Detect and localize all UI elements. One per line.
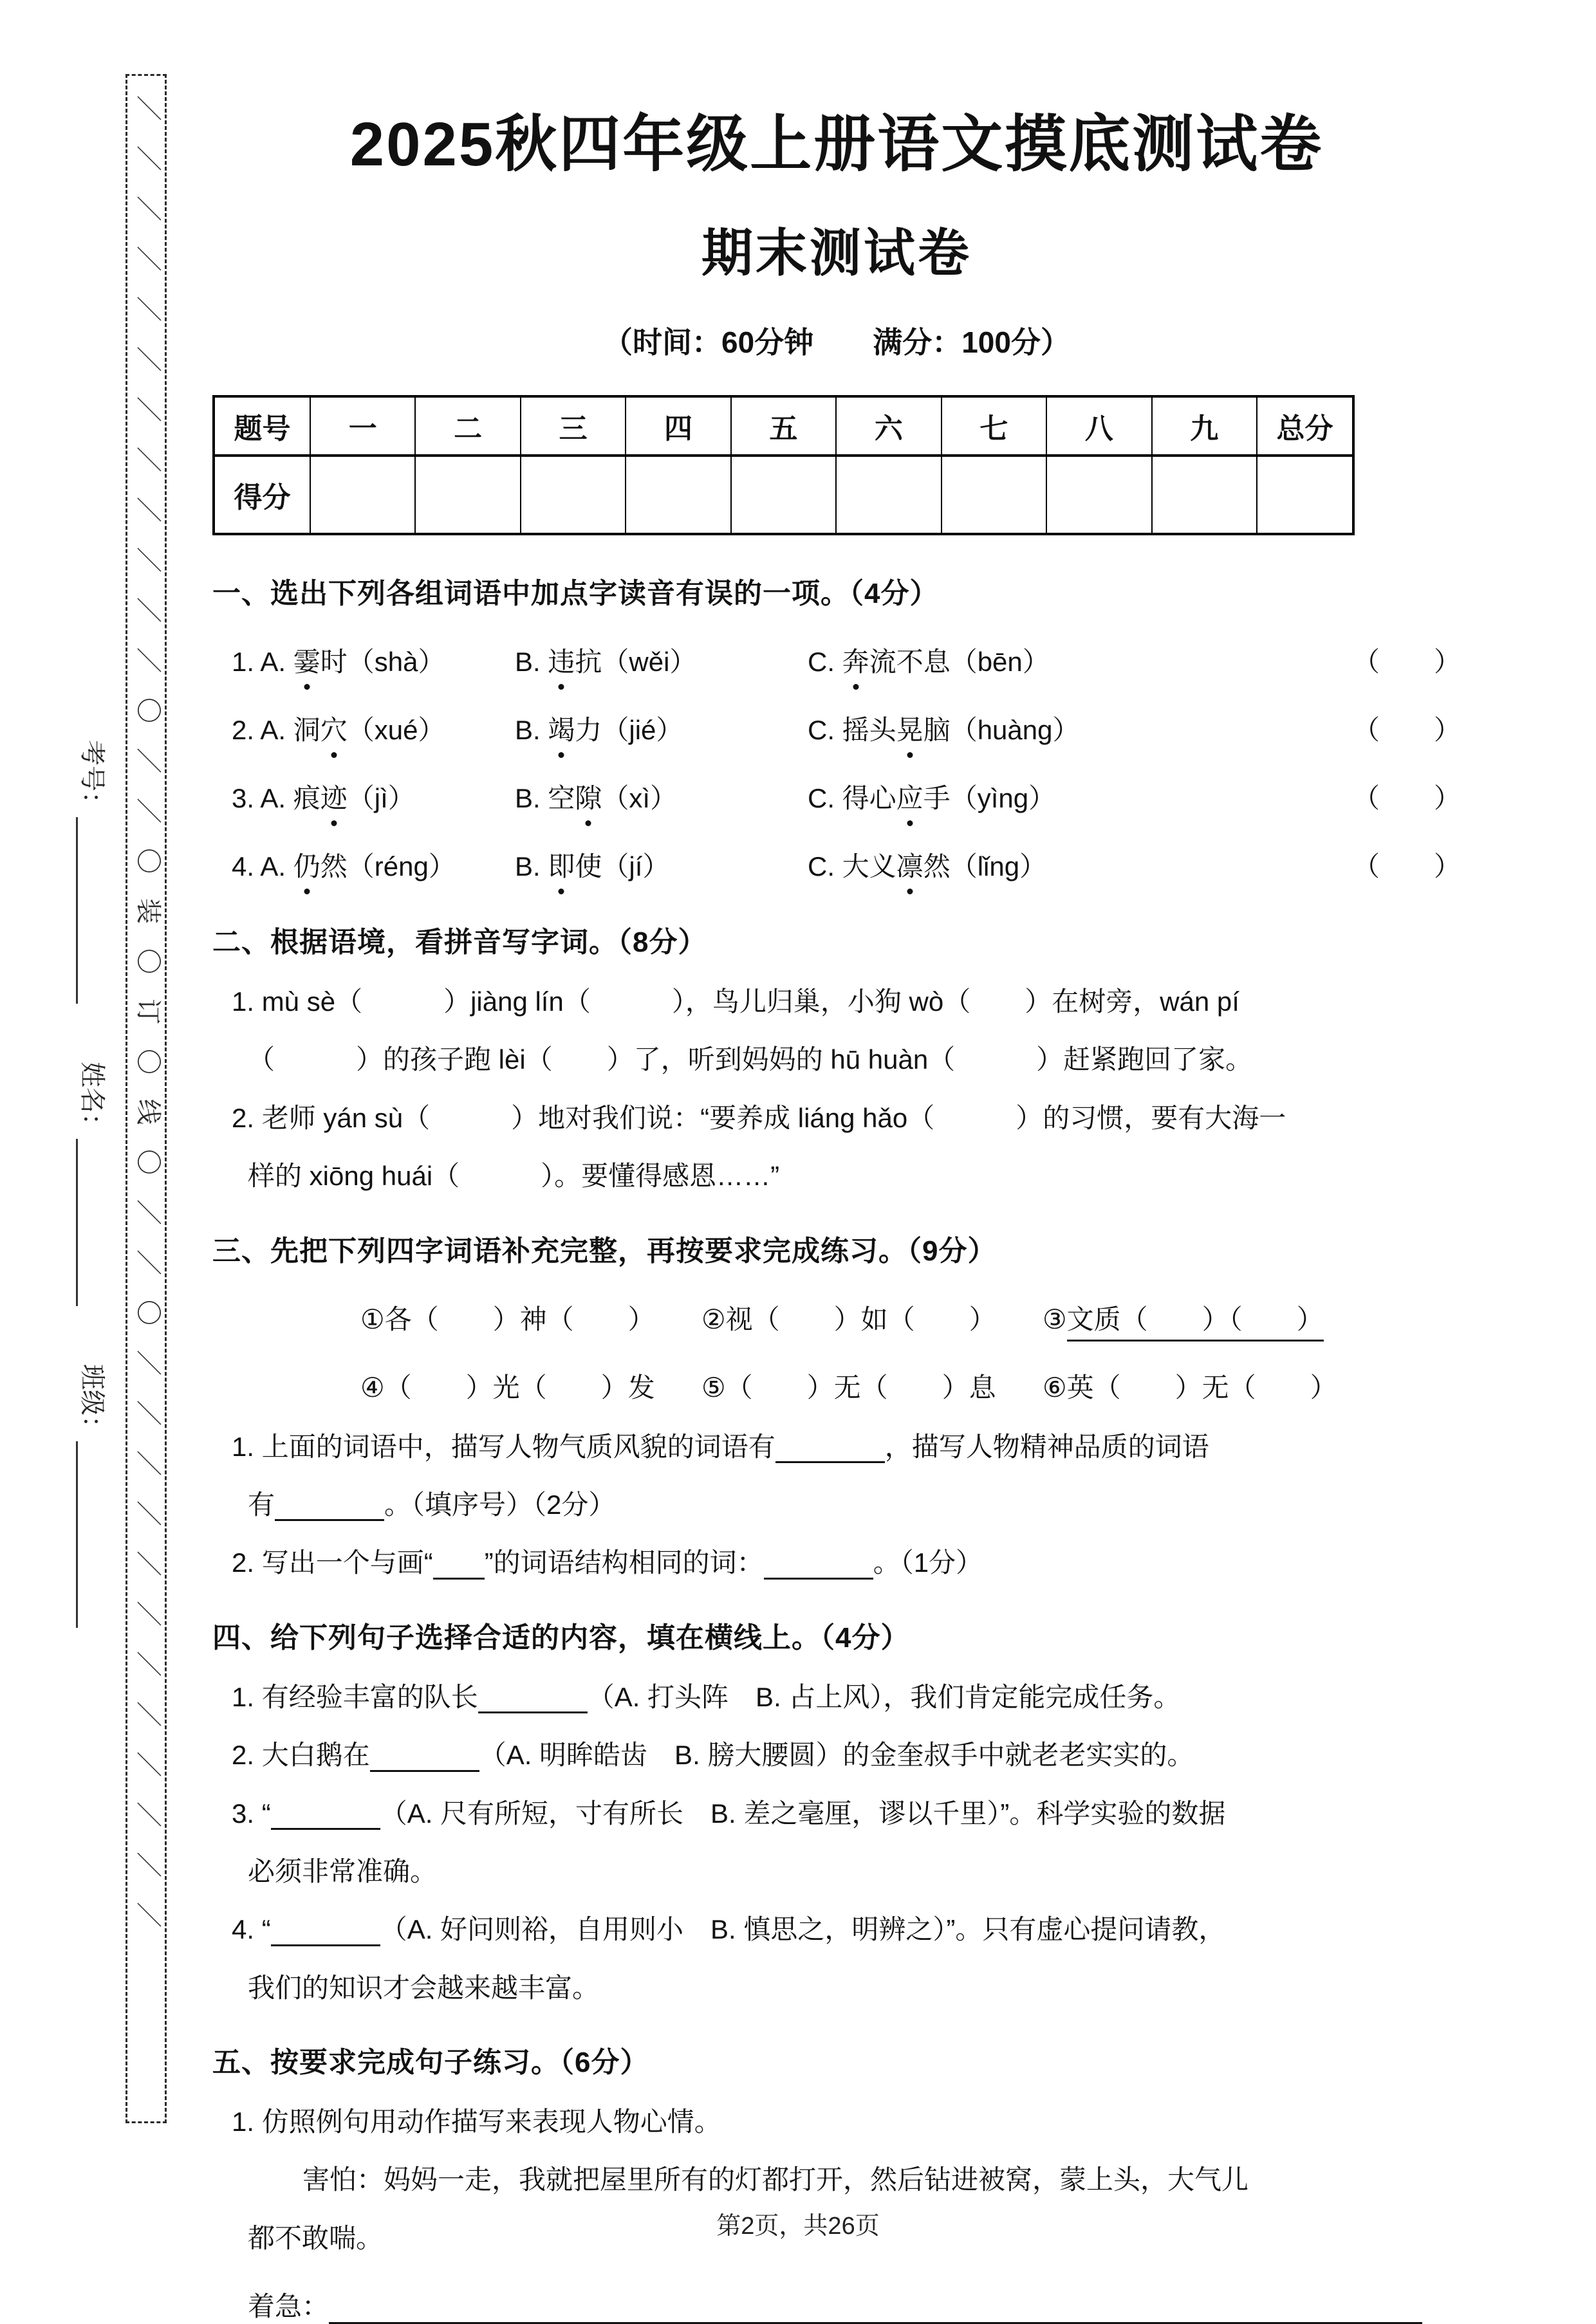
section-4-item-2 — [212, 1739, 1461, 1771]
paper-title: 2025秋四年级上册语文摸底测试卷 — [349, 110, 1324, 179]
section-2-item-1-line-2: （ ）的孩子跑 lèi（ ）了，听到妈妈的 hū huàn（ ）赶紧跑回了家。 — [248, 1044, 1253, 1075]
question-text: 有 — [248, 1489, 275, 1520]
dotted-char: 晃 — [896, 709, 923, 748]
option-text: B. — [515, 851, 548, 881]
q3-option-c — [808, 777, 1345, 816]
q4-number: 4. — [232, 851, 255, 881]
section-4-title: 四、给下列句子选择合适的内容，填在横线上。（4分） — [212, 1621, 910, 1654]
dotted-char: 迹 — [320, 777, 348, 816]
answer-blank — [271, 1800, 380, 1830]
option-text: （xì） — [602, 783, 678, 813]
score-table-header-cell: 九 — [1152, 396, 1257, 456]
margin-field-student-name — [76, 1062, 108, 1325]
score-cell-empty — [626, 456, 730, 534]
answer-blank — [478, 1684, 588, 1713]
section-5-answer-line — [212, 2285, 1461, 2324]
q2-option-c — [808, 709, 1345, 748]
question-text: 1. 上面的词语中，描写人物气质风貌的词语有 — [232, 1431, 775, 1462]
time-and-score-info: （时间：60分钟 满分：100分） — [603, 326, 1070, 359]
score-cell-empty — [521, 456, 626, 534]
q1-option-a — [232, 641, 515, 679]
section-4-item-4-line-1 — [212, 1914, 1461, 1946]
section-4-item-3-line-1 — [212, 1798, 1461, 1830]
answer-bracket: （ ） — [1352, 647, 1461, 677]
q2-option-a — [232, 709, 515, 748]
question-text: （A. 明眸皓齿 B. 膀大腰圆）的金奎叔手中就老老实实的。 — [479, 1740, 1194, 1771]
score-table-header-cell: 二 — [415, 396, 520, 456]
section-4-item-1 — [212, 1681, 1461, 1713]
class-label: 班级： — [78, 1364, 106, 1441]
answer-blank — [275, 1491, 384, 1521]
q1-option-c — [808, 641, 1345, 679]
score-row-label: 得分 — [214, 456, 310, 534]
student-name-label: 姓名： — [78, 1062, 106, 1139]
dotted-char: 应 — [896, 777, 923, 816]
option-text: 抗（wěi） — [575, 647, 697, 677]
long-answer-blank — [329, 2294, 1422, 2324]
question-text: 2. 大白鹅在 — [232, 1740, 370, 1771]
idiom-6: ⑥英（ ）无（ ） — [1043, 1372, 1337, 1403]
score-table-header-cell: 三 — [521, 396, 626, 456]
section-3-question-2 — [212, 1547, 1461, 1579]
section-1-row-2 — [212, 709, 1461, 748]
answer-blank — [370, 1742, 479, 1772]
option-text: 手（yìng） — [923, 783, 1056, 813]
idiom-5: ⑤（ ）无（ ）息 — [701, 1372, 996, 1403]
q1-number: 1. — [232, 647, 255, 677]
question-text: ，描写人物精神品质的词语 — [884, 1431, 1209, 1462]
option-text: 然（lǐng） — [923, 851, 1047, 881]
score-table-header-cell: 五 — [731, 396, 836, 456]
option-text: C. 摇头 — [808, 715, 896, 745]
question-text: 2. 写出一个与画“ — [232, 1547, 433, 1578]
question-text: （A. 好问则裕，自用则小 B. 慎思之，明辨之）”。只有虚心提问请教， — [380, 1914, 1226, 1945]
margin-field-class — [76, 1364, 108, 1647]
dotted-char: 凛 — [896, 845, 923, 884]
score-cell-empty — [836, 456, 941, 534]
page-number-footer: 第2页，共26页 — [716, 2213, 880, 2240]
section-1-title: 一、选出下列各组词语中加点字读音有误的一项。（4分） — [212, 578, 939, 609]
section-5-example-line-2: 都不敢喘。 — [248, 2222, 384, 2253]
section-3-idioms-row-1 — [212, 1298, 1461, 1337]
exam-number-label: 考号： — [78, 740, 106, 817]
score-cell-empty — [415, 456, 520, 534]
section-1-row-4 — [212, 845, 1461, 884]
option-text: A. 痕 — [260, 783, 320, 813]
option-text: 然（réng） — [320, 851, 456, 881]
option-text: 脑（huàng） — [923, 715, 1080, 745]
exam-number-blank-line — [76, 817, 100, 1004]
option-text: 使（jí） — [575, 851, 670, 881]
section-2-item-1-line-1: 1. mù sè（ ）jiàng lín（ ），鸟儿归巢，小狗 wò（ ）在树旁，wán pí — [232, 986, 1239, 1017]
question-text: （A. 打头阵 B. 占上风），我们肯定能完成任务。 — [587, 1681, 1181, 1712]
option-text: （jì） — [347, 783, 415, 813]
q1-option-b — [515, 641, 808, 679]
answer-blank — [775, 1434, 885, 1463]
section-5-example-line-1: 害怕：妈妈一走，我就把屋里所有的灯都打开，然后钻进被窝，蒙上头，大气儿 — [302, 2164, 1249, 2195]
dotted-char: 竭 — [548, 709, 575, 748]
section-5-title: 五、按要求完成句子练习。（6分） — [212, 2047, 649, 2079]
question-text: （A. 尺有所短，寸有所长 B. 差之毫厘，谬以千里）”。科学实验的数据 — [380, 1798, 1226, 1829]
section-3-idioms-row-2 — [212, 1367, 1461, 1405]
score-table-header-cell: 七 — [942, 396, 1046, 456]
q4-option-b — [515, 845, 808, 884]
binding-strip-text: ／／／／／／／／／／／／〇／／〇装〇订〇线〇／／〇／／／／／／／／／／／／ — [134, 95, 162, 1952]
section-2-item-2-line-2: 样的 xiōng huái（ ）。要懂得感恩……” — [248, 1161, 780, 1192]
question-text: 。（1分） — [873, 1547, 983, 1578]
option-text: 时（shà） — [320, 647, 445, 677]
option-text: （xué） — [347, 715, 445, 745]
answer-blank — [271, 1917, 380, 1946]
dotted-char: 仍 — [293, 845, 320, 884]
section-4-item-3-line-2: 必须非常准确。 — [248, 1856, 438, 1886]
option-text: C. — [808, 647, 842, 677]
question-text: 4. “ — [232, 1914, 271, 1945]
option-text: A. — [260, 647, 293, 677]
option-text: C. 大义 — [808, 851, 896, 881]
score-cell-empty — [731, 456, 836, 534]
option-text: A. 洞 — [260, 715, 320, 745]
q3-number: 3. — [232, 783, 255, 813]
score-table-header-cell: 总分 — [1257, 396, 1353, 456]
score-table-header-row — [214, 396, 1353, 456]
idiom-4: ④（ ）光（ ）发 — [360, 1372, 655, 1403]
answer-blank — [764, 1550, 873, 1580]
question-text: 3. “ — [232, 1798, 271, 1829]
section-3-question-1-line-2 — [212, 1489, 1461, 1521]
score-table-header-cell: 六 — [836, 396, 941, 456]
dotted-char: 即 — [548, 845, 575, 884]
score-table — [212, 395, 1355, 535]
option-text: A. — [260, 851, 293, 881]
q2-number: 2. — [232, 715, 255, 745]
idiom-1: ①各（ ）神（ ） — [360, 1304, 655, 1334]
score-cell-empty — [310, 456, 415, 534]
dotted-char: 隙 — [575, 777, 602, 816]
section-4-item-4-line-2: 我们的知识才会越来越丰富。 — [248, 1972, 600, 2003]
answer-bracket: （ ） — [1352, 851, 1461, 881]
option-text: 流不息（bēn） — [869, 647, 1050, 677]
score-cell-empty — [1152, 456, 1257, 534]
answer-bracket: （ ） — [1352, 715, 1461, 745]
section-2-title: 二、根据语境，看拼音写字词。（8分） — [212, 927, 707, 958]
question-text: ”的词语结构相同的词： — [484, 1547, 764, 1578]
dotted-char: 奔 — [842, 641, 869, 679]
q3-option-a — [232, 777, 515, 816]
q4-option-c — [808, 845, 1345, 884]
option-text: B. 空 — [515, 783, 575, 813]
dotted-char: 霎 — [293, 641, 320, 679]
prompt-label: 着急： — [248, 2291, 329, 2322]
idiom-2: ②视（ ）如（ ） — [701, 1304, 996, 1334]
score-table-header-cell: 一 — [310, 396, 415, 456]
section-5-item-1: 1. 仿照例句用动作描写来表现人物心情。 — [232, 2107, 721, 2137]
idiom-3-number: ③ — [1043, 1304, 1067, 1334]
score-table-header-cell: 八 — [1046, 396, 1151, 456]
score-table-score-row — [214, 456, 1353, 534]
option-text: B. — [515, 715, 548, 745]
score-cell-empty — [1046, 456, 1151, 534]
student-name-blank-line — [76, 1139, 100, 1306]
binding-strip — [125, 74, 167, 2123]
section-1-row-3 — [212, 777, 1461, 816]
option-text: B. — [515, 647, 548, 677]
option-text: C. 得心 — [808, 783, 896, 813]
section-3-title: 三、先把下列四字词语补充完整，再按要求完成练习。（9分） — [212, 1235, 997, 1267]
paper-subtitle: 期末测试卷 — [701, 225, 972, 282]
q2-option-b — [515, 709, 808, 748]
dotted-char: 违 — [548, 641, 575, 679]
answer-bracket: （ ） — [1352, 783, 1461, 813]
score-table-header-cell: 题号 — [214, 396, 310, 456]
main-content — [212, 84, 1461, 2324]
option-text: 力（jié） — [575, 715, 683, 745]
question-text: 1. 有经验丰富的队长 — [232, 1681, 478, 1712]
q3-option-b — [515, 777, 808, 816]
class-blank-line — [76, 1441, 100, 1628]
dotted-char: 穴 — [320, 709, 348, 748]
question-text: 。（填序号）（2分） — [384, 1489, 616, 1520]
section-1-row-1 — [212, 641, 1461, 679]
score-cell-empty — [1257, 456, 1353, 534]
inline-blank — [433, 1550, 485, 1580]
section-2-item-2-line-1: 2. 老师 yán sù（ ）地对我们说：“要养成 liáng hǎo（ ）的习惯，要有大海一 — [232, 1102, 1286, 1133]
margin-field-exam-number — [76, 740, 108, 1023]
q4-option-a — [232, 845, 515, 884]
score-cell-empty — [942, 456, 1046, 534]
idiom-3-underlined: 文质（ ）（ ） — [1067, 1304, 1324, 1342]
section-3-question-1-line-1 — [212, 1431, 1461, 1463]
idiom-3 — [1043, 1298, 1461, 1337]
score-table-header-cell: 四 — [626, 396, 730, 456]
